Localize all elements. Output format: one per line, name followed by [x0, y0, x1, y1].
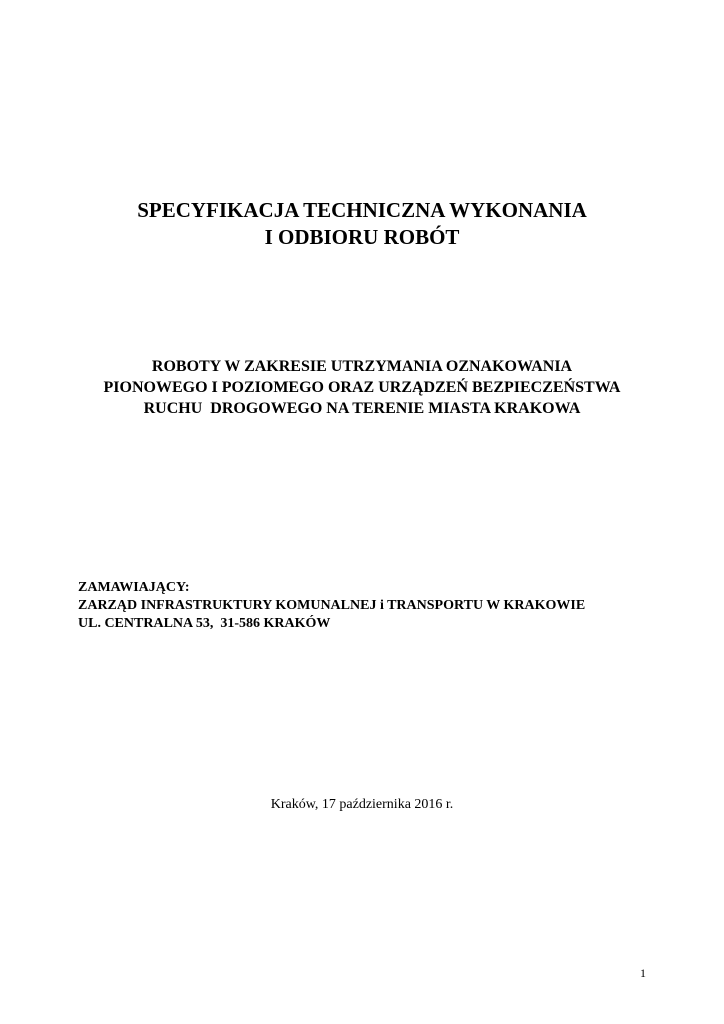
- document-title: [0, 197, 724, 251]
- place-and-date: Kraków, 17 października 2016 r.: [270, 797, 454, 812]
- title-line-2: I ODBIORU ROBÓT: [264, 225, 460, 249]
- client-label: ZAMAWIAJĄCY:: [78, 580, 190, 595]
- subject-line-1: ROBOTY W ZAKRESIE UTRZYMANIA OZNAKOWANIA: [151, 358, 573, 375]
- document-subject: [0, 356, 724, 419]
- page-number: 1: [640, 966, 646, 980]
- subject-line-3: RUCHU DROGOWEGO NA TERENIE MIASTA KRAKOWA: [143, 400, 581, 417]
- subject-line-2: PIONOWEGO I POZIOMEGO ORAZ URZĄDZEŃ BEZPIECZEŃSTWA: [103, 379, 621, 396]
- client-name: ZARZĄD INFRASTRUKTURY KOMUNALNEJ i TRANSPORTU W KRAKOWIE: [78, 598, 586, 613]
- title-line-1: SPECYFIKACJA TECHNICZNA WYKONANIA: [137, 198, 587, 222]
- client-address: UL. CENTRALNA 53, 31-586 KRAKÓW: [78, 616, 331, 631]
- client-block: [78, 579, 698, 633]
